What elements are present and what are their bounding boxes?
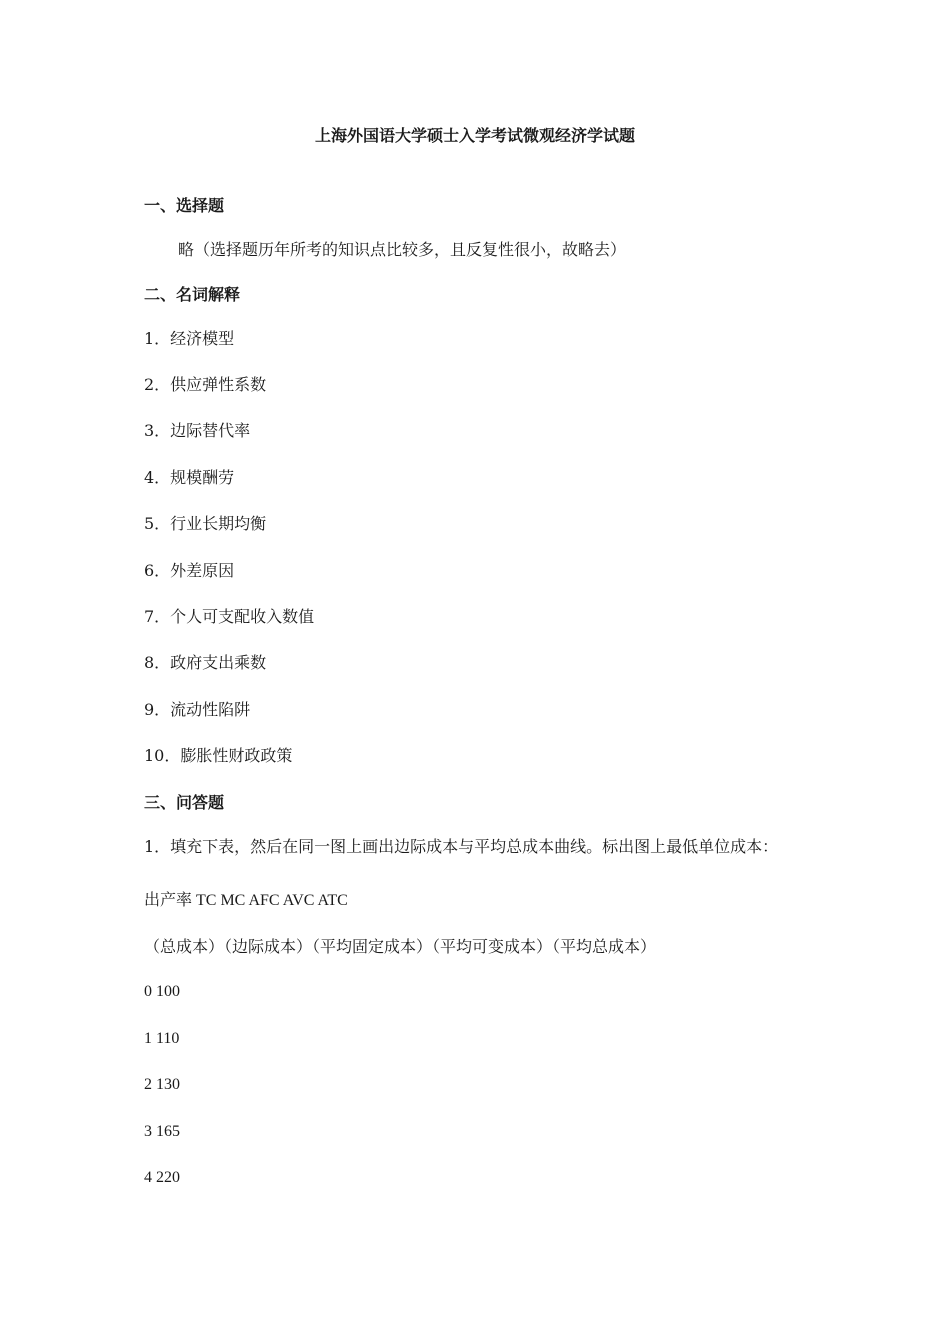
term-item: 3．边际替代率 — [144, 421, 251, 440]
section-heading-terms: 二、名词解释 — [144, 285, 241, 304]
section-heading-questions: 三、问答题 — [144, 793, 225, 812]
document-title: 上海外国语大学硕士入学考试微观经济学试题 — [314, 126, 635, 145]
term-item: 7．个人可支配收入数值 — [144, 607, 315, 626]
table-row: 3 165 — [144, 1123, 180, 1140]
table-row: 4 220 — [144, 1169, 180, 1186]
term-item: 5．行业长期均衡 — [144, 514, 267, 533]
table-subheader: （总成本）（边际成本）（平均固定成本）（平均可变成本）（平均总成本） — [144, 937, 657, 956]
table-row: 0 100 — [144, 983, 180, 1000]
question-text: 1．填充下表，然后在同一图上画出边际成本与平均总成本曲线。标出图上最低单位成本： — [144, 837, 779, 856]
table-header: 出产率 TC MC AFC AVC ATC — [144, 892, 348, 909]
section-heading-choice: 一、选择题 — [144, 196, 225, 215]
term-item: 1．经济模型 — [144, 329, 235, 348]
term-item: 4．规模酬劳 — [144, 468, 235, 487]
table-row: 2 130 — [144, 1076, 180, 1093]
term-item: 10．膨胀性财政政策 — [144, 746, 293, 765]
term-item: 9．流动性陷阱 — [144, 700, 251, 719]
table-row: 1 110 — [144, 1030, 180, 1047]
term-item: 6．外差原因 — [144, 561, 235, 580]
term-item: 8．政府支出乘数 — [144, 653, 267, 672]
term-item: 2．供应弹性系数 — [144, 375, 267, 394]
section-note: 略（选择题历年所考的知识点比较多，且反复性很小，故略去） — [178, 240, 627, 259]
